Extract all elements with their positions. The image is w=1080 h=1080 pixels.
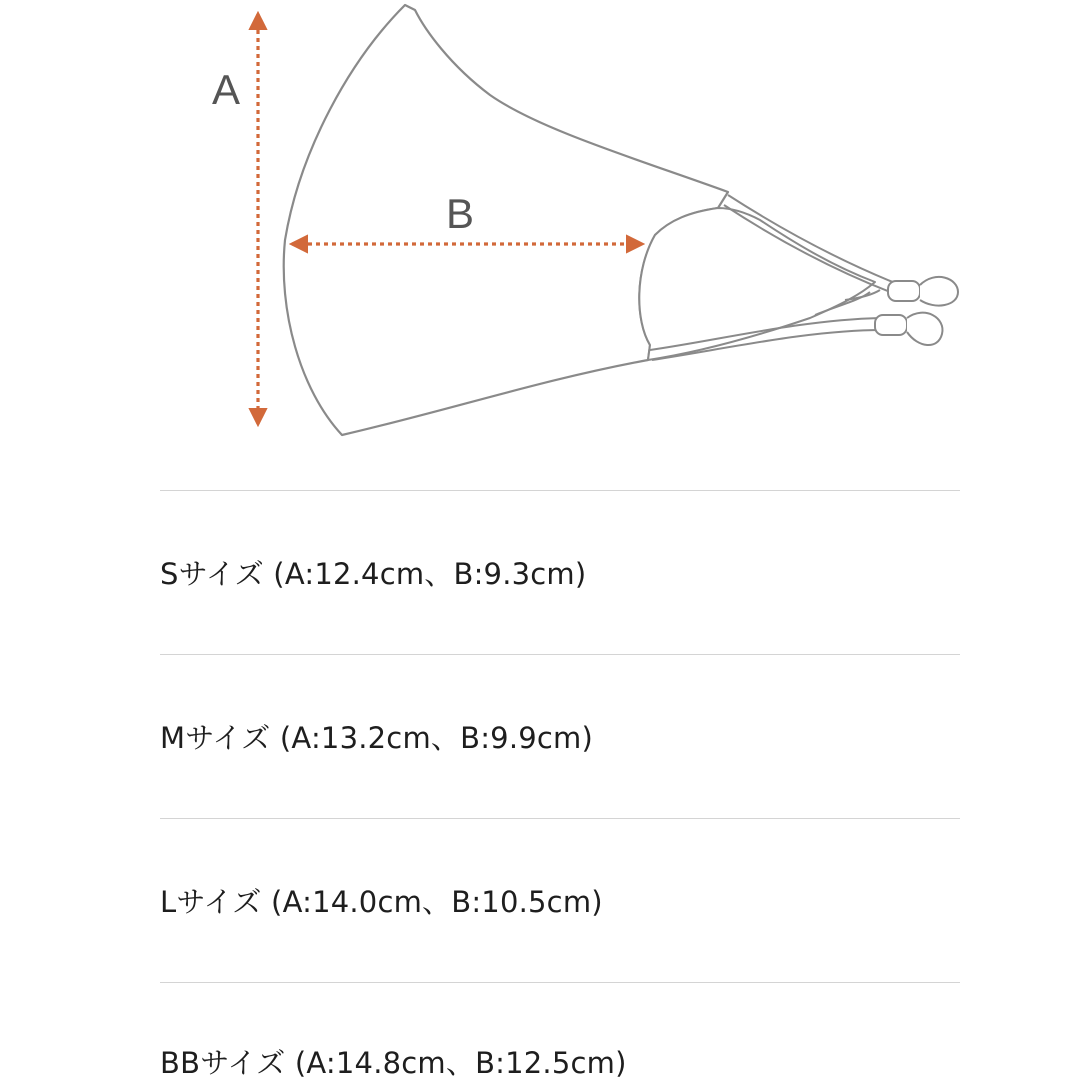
strap-adjusters [875,277,958,345]
mask-diagram [0,0,1080,470]
size-row-l: Lサイズ (A:14.0cm、B:10.5cm) [160,885,603,919]
label-b: B [446,190,475,237]
size-row-bb: BBサイズ (A:14.8cm、B:12.5cm) [160,1046,627,1080]
mask-outline [284,5,728,435]
label-a: A [212,66,241,113]
mask-side-panel [639,208,875,360]
size-list [160,490,960,1080]
size-row-s: Sサイズ (A:12.4cm、B:9.3cm) [160,557,587,591]
size-row-m: Mサイズ (A:13.2cm、B:9.9cm) [160,721,593,755]
